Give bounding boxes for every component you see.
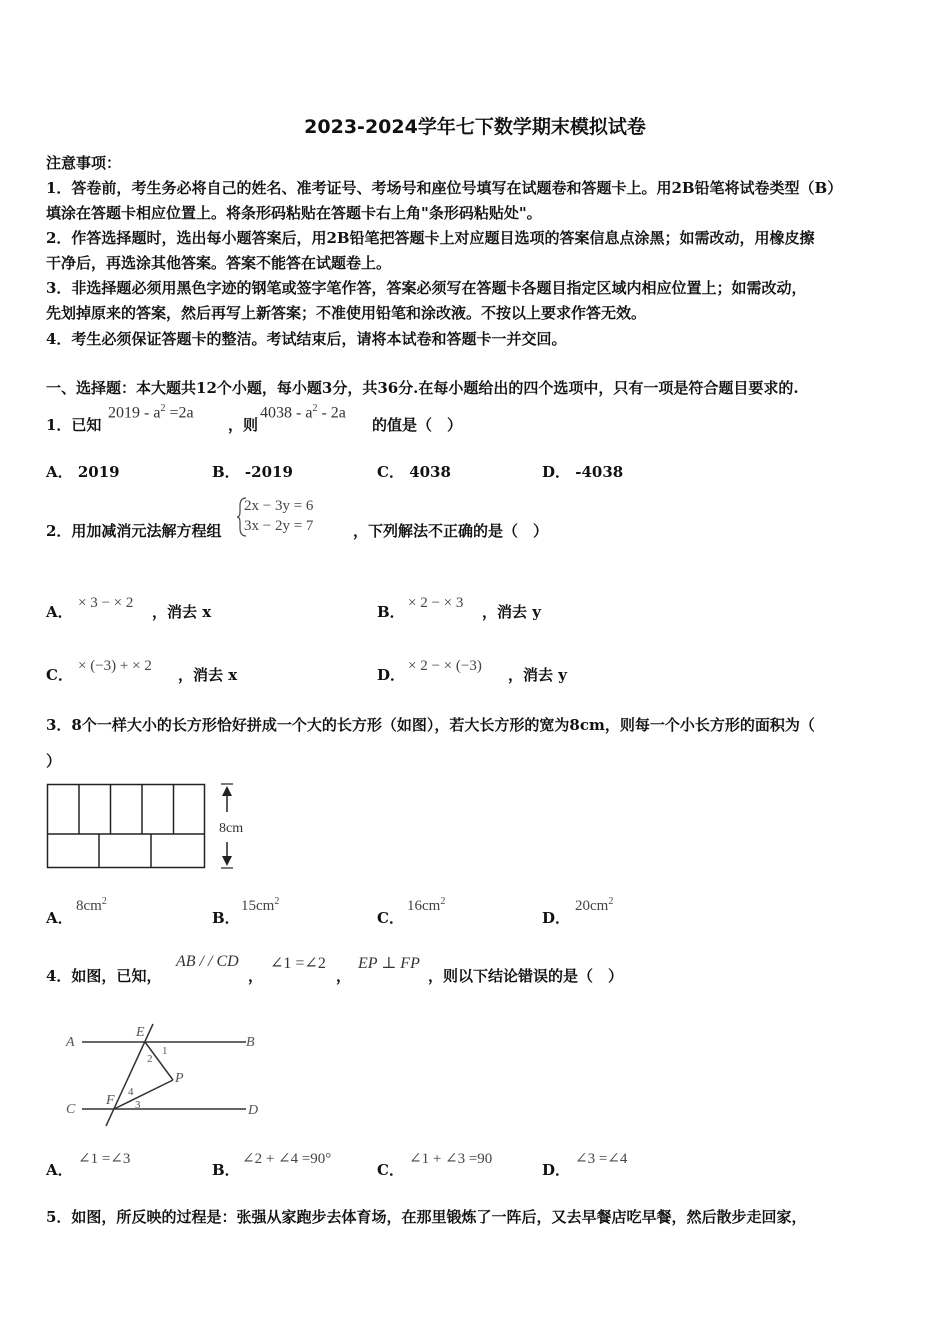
angle-label-1: 1 [162, 1045, 168, 1057]
label-f: F [106, 1093, 115, 1108]
notice-line: 1．答卷前，考生务必将自己的姓名、准考证号、考场号和座位号填写在试题卷和答题卡上。用2B铅笔将试卷类型（B） [46, 179, 843, 197]
notice-line: 4．考生必须保证答题卡的整洁。考试结束后，请将本试卷和答题卡一并交回。 [46, 330, 567, 348]
q4-option-b-expr: ∠2 + ∠4 =90° [242, 1151, 332, 1167]
q4-sep1: ， [248, 967, 264, 985]
angle-label-2: 2 [147, 1053, 153, 1065]
q3-option-b-label[interactable]: B． [212, 909, 240, 927]
q3-line1: 3．8个一样大小的长方形恰好拼成一个大的长方形（如图），若大长方形的宽为8cm，则每一个小长方形的面积为（ [46, 716, 815, 734]
q4-cond3: EP ⊥ FP [358, 955, 420, 972]
notice-heading: 注意事项： [46, 154, 122, 172]
q2-eq2: 3x − 2y = 7 [244, 518, 314, 534]
section-heading: 一、选择题：本大题共12个小题，每小题3分，共36分.在每小题给出的四个选项中，只有一项是符合题目要求的. [46, 379, 799, 397]
q2-option-c-tail: ，消去 x [178, 666, 238, 684]
q2-option-a-label[interactable]: A． [46, 603, 73, 621]
angle-label-4: 4 [128, 1086, 134, 1098]
q3-line2: ） [46, 752, 62, 770]
q2-option-c-expr: × (−3) + × 2 [78, 658, 152, 674]
q2-prefix: 2．用加减消元法解方程组 [46, 522, 222, 540]
q2-option-a-tail: ，消去 x [152, 603, 212, 621]
q1-mid: ，则 [228, 416, 259, 434]
label-d: D [248, 1103, 259, 1118]
q3-option-c-label[interactable]: C． [377, 909, 404, 927]
notice-line: 3．非选择题必须用黑色字迹的钢笔或签字笔作答，答案必须写在答题卡各题目指定区域内相应位置上；如需改动， [46, 279, 807, 297]
q5-line1: 5．如图，所反映的过程是：张强从家跑步去体育场，在那里锻炼了一阵后，又去早餐店吃早餐，然后散步走回家， [46, 1208, 807, 1226]
q1-prefix: 1．已知 [46, 416, 102, 434]
q4-suffix: ，则以下结论错误的是（ ） [428, 967, 624, 985]
q2-option-d-tail: ，消去 y [508, 666, 567, 684]
q4-option-a-expr: ∠1 =∠3 [78, 1151, 131, 1167]
q4-option-d-label[interactable]: D． [542, 1161, 571, 1179]
q2-option-c-label[interactable]: C． [46, 666, 73, 684]
q1-expr2: $4038 - a^2 - 2a$ [260, 403, 346, 422]
notice-line: 填涂在答题卡相应位置上。将条形码粘贴在答题卡右上角"条形码粘贴处"。 [46, 204, 542, 222]
label-p: P [175, 1071, 184, 1086]
q4-option-b-label[interactable]: B． [212, 1161, 240, 1179]
q3-option-d-value: $20cm^2$ [575, 896, 614, 914]
q1-option-c[interactable]: C． 4038 [377, 463, 451, 481]
label-c: C [66, 1102, 76, 1117]
q4-cond1: AB / / CD [176, 953, 239, 970]
angle-label-3: 3 [135, 1099, 141, 1111]
q4-prefix: 4．如图，已知， [46, 967, 162, 985]
q1-option-b[interactable]: B． -2019 [212, 463, 293, 481]
q4-option-a-label[interactable]: A． [46, 1161, 73, 1179]
q1-option-d[interactable]: D． -4038 [542, 463, 624, 481]
q2-suffix: ，下列解法不正确的是（ ） [353, 522, 549, 540]
notice-line: 2．作答选择题时，选出每小题答案后，用2B铅笔把答题卡上对应题目选项的答案信息点涂黑；如需改动，用橡皮擦 [46, 229, 815, 247]
q4-geometry-figure [60, 1018, 270, 1128]
q1-expr1: $2019 - a^2 =2a$ [108, 403, 194, 422]
q2-option-a-expr: × 3 − × 2 [78, 595, 134, 611]
page-title: 2023-2024学年七下数学期末模拟试卷 [304, 116, 646, 138]
q4-option-c-label[interactable]: C． [377, 1161, 404, 1179]
label-b: B [246, 1035, 255, 1050]
q1-option-a[interactable]: A． 2019 [46, 463, 120, 481]
q2-option-d-label[interactable]: D． [377, 666, 406, 684]
q2-option-b-expr: × 2 − × 3 [408, 595, 464, 611]
q4-option-d-expr: ∠3 =∠4 [575, 1151, 628, 1167]
q2-option-b-tail: ，消去 y [482, 603, 541, 621]
q3-option-b-value: $15cm^2$ [241, 896, 280, 914]
q3-option-d-label[interactable]: D． [542, 909, 571, 927]
q2-option-b-label[interactable]: B． [377, 603, 405, 621]
notice-line: 干净后，再选涂其他答案。答案不能答在试题卷上。 [46, 254, 392, 272]
q4-sep2: ， [336, 967, 352, 985]
q3-option-a-value: $8cm^2$ [76, 896, 107, 914]
q4-option-c-expr: ∠1 + ∠3 =90 [409, 1151, 493, 1167]
q4-cond2: ∠1 =∠2 [270, 955, 326, 972]
label-a: A [66, 1035, 75, 1050]
q3-width-label: 8cm [219, 821, 244, 836]
q2-eq1: 2x − 3y = 6 [244, 498, 314, 514]
q3-option-a-label[interactable]: A． [46, 909, 73, 927]
notice-line: 先划掉原来的答案，然后再写上新答案；不准使用铅笔和涂改液。不按以上要求作答无效。 [46, 304, 647, 322]
q3-option-c-value: $16cm^2$ [407, 896, 446, 914]
label-e: E [136, 1025, 145, 1040]
q2-option-d-expr: × 2 − × (−3) [408, 658, 482, 674]
q1-suffix: 的值是（ ） [372, 416, 463, 434]
